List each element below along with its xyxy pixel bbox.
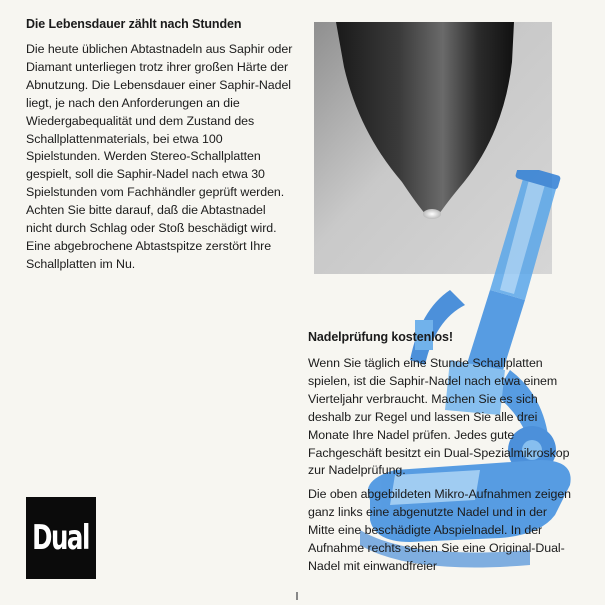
- dual-logo: [26, 497, 96, 579]
- left-heading: Die Lebensdauer zählt nach Stunden: [26, 17, 242, 31]
- right-paragraph-2: Die oben abgebildeten Mikro-Aufnahmen zeigen ganz links eine abgenutzte Nadel und in der Mitte eine beschädigte Abspielnadel. In der Aufnahme rechts sehen Sie eine Original-Dual-Nadel mit einwandfreier: [308, 487, 571, 573]
- right-text-column: [308, 330, 576, 582]
- right-heading: Nadelprüfung kostenlos!: [308, 330, 453, 344]
- right-paragraph-1: Wenn Sie täglich eine Stunde Schallplatten spielen, ist die Saphir-Nadel nach etwa einem Vierteljahr verbraucht. Machen Sie es sich deshalb zur Regel und lassen Sie alle drei Monate Ihre Nadel prüfen. Jedes gute Fachgeschäft besitzt ein Dual-Spezialmikroskop zur Nadelprüfung.: [308, 356, 570, 478]
- left-text-column: [26, 17, 294, 274]
- logo-text: Dual: [32, 518, 90, 558]
- fold-mark: [296, 592, 298, 600]
- left-body-text: Die heute üblichen Abtastnadeln aus Saphir oder Diamant unterliegen trotz ihrer großen Härte der Abnutzung. Die Lebensdauer einer Saphir-Nadel liegt, je nach den Anforderungen an die Wiedergabequalität und dem Zustand des Schallplattenmaterials, bei etwa 100 Spielstunden. Werden Stereo-Schallplatten gespielt, soll die Saphir-Nadel nach etwa 30 Spielstunden vom Fachhändler geprüft werden. Achten Sie bitte darauf, daß die Abtastnadel nicht durch Schlag oder Stoß beschädigt wird. Eine abgebrochene Abtastspitze zerstört Ihre Schallplatten im Nu.: [26, 42, 293, 271]
